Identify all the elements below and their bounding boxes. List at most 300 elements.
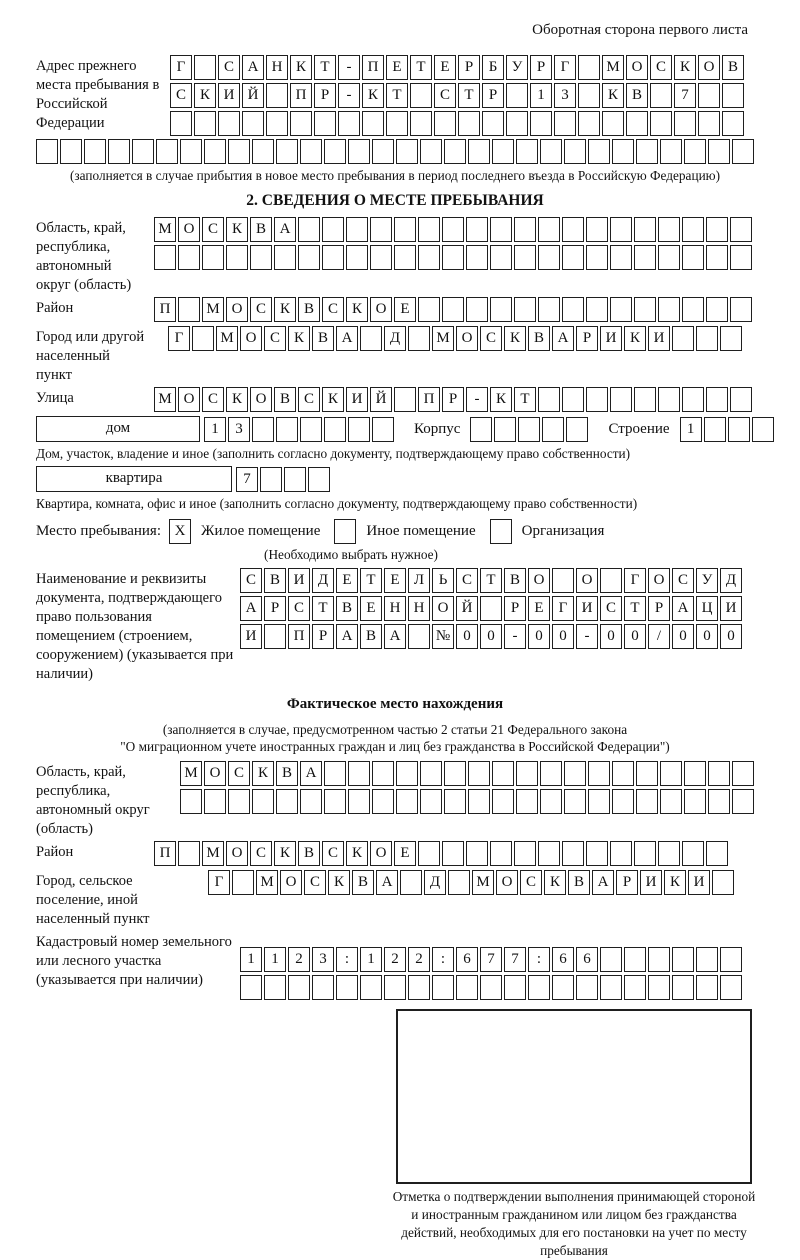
char-cell[interactable] [372, 417, 394, 442]
char-cell[interactable] [468, 789, 490, 814]
char-cell[interactable]: Р [616, 870, 638, 895]
char-cell[interactable]: О [250, 387, 272, 412]
char-cell[interactable] [408, 326, 430, 351]
char-cell[interactable]: С [228, 761, 250, 786]
char-cell[interactable]: К [328, 870, 350, 895]
char-cell[interactable] [610, 387, 632, 412]
char-cell[interactable]: С [672, 568, 694, 593]
char-cell[interactable]: Е [394, 841, 416, 866]
char-cell[interactable] [192, 326, 214, 351]
char-cell[interactable]: В [626, 83, 648, 108]
char-cell[interactable] [554, 111, 576, 136]
char-cell[interactable] [490, 519, 512, 544]
char-cell[interactable]: П [154, 297, 176, 322]
char-cell[interactable]: О [178, 217, 200, 242]
char-cell[interactable]: В [312, 326, 334, 351]
char-cell[interactable] [660, 139, 682, 164]
char-cell[interactable] [504, 975, 526, 1000]
char-cell[interactable]: Й [242, 83, 264, 108]
char-cell[interactable] [348, 789, 370, 814]
char-cell[interactable]: М [180, 761, 202, 786]
char-cell[interactable]: К [274, 297, 296, 322]
char-cell[interactable] [466, 217, 488, 242]
char-cell[interactable] [370, 245, 392, 270]
char-cell[interactable] [552, 975, 574, 1000]
char-cell[interactable] [658, 245, 680, 270]
char-cell[interactable] [418, 297, 440, 322]
char-cell[interactable]: В [722, 55, 744, 80]
char-cell[interactable] [442, 297, 464, 322]
char-cell[interactable] [636, 789, 658, 814]
char-cell[interactable] [482, 111, 504, 136]
char-cell[interactable] [324, 139, 346, 164]
char-cell[interactable] [586, 297, 608, 322]
char-cell[interactable]: 0 [624, 624, 646, 649]
char-cell[interactable]: 0 [528, 624, 550, 649]
apartment-type-box[interactable]: квартира [36, 466, 232, 492]
char-cell[interactable]: 1 [530, 83, 552, 108]
char-cell[interactable]: М [216, 326, 238, 351]
char-cell[interactable]: - [576, 624, 598, 649]
char-cell[interactable] [372, 789, 394, 814]
char-cell[interactable] [610, 217, 632, 242]
char-cell[interactable]: Т [386, 83, 408, 108]
char-cell[interactable]: П [290, 83, 312, 108]
char-cell[interactable] [178, 297, 200, 322]
char-cell[interactable] [552, 568, 574, 593]
char-cell[interactable]: Р [530, 55, 552, 80]
char-cell[interactable] [698, 83, 720, 108]
char-cell[interactable] [300, 789, 322, 814]
char-cell[interactable] [492, 139, 514, 164]
char-cell[interactable]: С [650, 55, 672, 80]
char-cell[interactable]: О [204, 761, 226, 786]
char-cell[interactable] [178, 841, 200, 866]
char-cell[interactable] [564, 761, 586, 786]
char-cell[interactable]: В [568, 870, 590, 895]
char-cell[interactable] [480, 975, 502, 1000]
char-cell[interactable]: 1 [360, 947, 382, 972]
char-cell[interactable]: 1 [204, 417, 226, 442]
char-cell[interactable] [578, 111, 600, 136]
char-cell[interactable] [180, 139, 202, 164]
char-cell[interactable]: С [170, 83, 192, 108]
char-cell[interactable] [506, 111, 528, 136]
char-cell[interactable] [634, 387, 656, 412]
char-cell[interactable]: 2 [408, 947, 430, 972]
char-cell[interactable]: К [674, 55, 696, 80]
char-cell[interactable] [226, 245, 248, 270]
char-cell[interactable]: И [576, 596, 598, 621]
char-cell[interactable] [448, 870, 470, 895]
char-cell[interactable]: О [432, 596, 454, 621]
char-cell[interactable]: С [304, 870, 326, 895]
char-cell[interactable] [264, 975, 286, 1000]
char-cell[interactable]: С [250, 841, 272, 866]
char-cell[interactable] [682, 387, 704, 412]
char-cell[interactable]: В [360, 624, 382, 649]
char-cell[interactable] [284, 467, 306, 492]
char-cell[interactable]: О [496, 870, 518, 895]
char-cell[interactable] [154, 245, 176, 270]
char-cell[interactable] [530, 111, 552, 136]
char-cell[interactable] [586, 841, 608, 866]
char-cell[interactable]: Г [208, 870, 230, 895]
char-cell[interactable]: Т [314, 55, 336, 80]
char-cell[interactable] [178, 245, 200, 270]
char-cell[interactable] [562, 841, 584, 866]
char-cell[interactable]: С [600, 596, 622, 621]
char-cell[interactable]: Р [264, 596, 286, 621]
char-cell[interactable]: 0 [600, 624, 622, 649]
char-cell[interactable]: А [592, 870, 614, 895]
char-cell[interactable]: Е [384, 568, 406, 593]
char-cell[interactable] [418, 217, 440, 242]
char-cell[interactable]: Т [360, 568, 382, 593]
char-cell[interactable] [298, 217, 320, 242]
char-cell[interactable] [564, 139, 586, 164]
char-cell[interactable]: О [698, 55, 720, 80]
char-cell[interactable] [288, 975, 310, 1000]
char-cell[interactable] [260, 467, 282, 492]
char-cell[interactable]: Н [384, 596, 406, 621]
char-cell[interactable] [684, 761, 706, 786]
char-cell[interactable]: Е [394, 297, 416, 322]
char-cell[interactable]: И [720, 596, 742, 621]
char-cell[interactable] [408, 624, 430, 649]
char-cell[interactable] [300, 417, 322, 442]
char-cell[interactable]: 3 [554, 83, 576, 108]
char-cell[interactable] [708, 761, 730, 786]
char-cell[interactable]: М [202, 841, 224, 866]
char-cell[interactable] [660, 789, 682, 814]
char-cell[interactable]: П [362, 55, 384, 80]
char-cell[interactable] [218, 111, 240, 136]
char-cell[interactable]: 0 [720, 624, 742, 649]
char-cell[interactable] [720, 326, 742, 351]
char-cell[interactable]: 7 [480, 947, 502, 972]
char-cell[interactable] [348, 417, 370, 442]
char-cell[interactable]: 6 [552, 947, 574, 972]
char-cell[interactable] [444, 789, 466, 814]
char-cell[interactable] [674, 111, 696, 136]
char-cell[interactable]: 7 [504, 947, 526, 972]
char-cell[interactable]: Р [312, 624, 334, 649]
char-cell[interactable]: И [640, 870, 662, 895]
char-cell[interactable]: В [528, 326, 550, 351]
char-cell[interactable] [650, 83, 672, 108]
char-cell[interactable] [348, 761, 370, 786]
char-cell[interactable]: 0 [480, 624, 502, 649]
char-cell[interactable] [728, 417, 750, 442]
char-cell[interactable] [538, 245, 560, 270]
char-cell[interactable] [492, 761, 514, 786]
char-cell[interactable] [636, 761, 658, 786]
char-cell[interactable] [514, 841, 536, 866]
char-cell[interactable] [170, 111, 192, 136]
char-cell[interactable] [586, 217, 608, 242]
char-cell[interactable]: С [456, 568, 478, 593]
char-cell[interactable]: Н [408, 596, 430, 621]
char-cell[interactable]: К [194, 83, 216, 108]
char-cell[interactable] [562, 245, 584, 270]
char-cell[interactable]: П [288, 624, 310, 649]
char-cell[interactable] [720, 947, 742, 972]
char-cell[interactable]: Г [624, 568, 646, 593]
char-cell[interactable] [266, 111, 288, 136]
char-cell[interactable]: К [346, 841, 368, 866]
char-cell[interactable] [540, 789, 562, 814]
char-cell[interactable] [672, 975, 694, 1000]
char-cell[interactable]: 1 [240, 947, 262, 972]
char-cell[interactable] [658, 297, 680, 322]
char-cell[interactable] [600, 947, 622, 972]
char-cell[interactable]: О [456, 326, 478, 351]
char-cell[interactable]: С [218, 55, 240, 80]
char-cell[interactable] [322, 245, 344, 270]
char-cell[interactable] [314, 111, 336, 136]
char-cell[interactable] [444, 761, 466, 786]
char-cell[interactable] [538, 387, 560, 412]
char-cell[interactable]: С [322, 841, 344, 866]
char-cell[interactable]: С [288, 596, 310, 621]
char-cell[interactable]: : [336, 947, 358, 972]
char-cell[interactable] [396, 789, 418, 814]
char-cell[interactable] [264, 624, 286, 649]
char-cell[interactable] [516, 789, 538, 814]
char-cell[interactable]: К [290, 55, 312, 80]
char-cell[interactable] [468, 139, 490, 164]
char-cell[interactable] [600, 568, 622, 593]
char-cell[interactable] [648, 975, 670, 1000]
char-cell[interactable] [108, 139, 130, 164]
char-cell[interactable] [434, 111, 456, 136]
char-cell[interactable] [706, 387, 728, 412]
char-cell[interactable]: О [178, 387, 200, 412]
char-cell[interactable] [442, 217, 464, 242]
char-cell[interactable]: С [480, 326, 502, 351]
char-cell[interactable]: О [370, 841, 392, 866]
char-cell[interactable]: О [226, 841, 248, 866]
char-cell[interactable]: К [226, 387, 248, 412]
char-cell[interactable]: Т [410, 55, 432, 80]
char-cell[interactable] [732, 761, 754, 786]
char-cell[interactable] [732, 789, 754, 814]
char-cell[interactable]: А [672, 596, 694, 621]
char-cell[interactable] [490, 297, 512, 322]
char-cell[interactable] [180, 789, 202, 814]
char-cell[interactable] [370, 217, 392, 242]
char-cell[interactable] [730, 217, 752, 242]
char-cell[interactable] [682, 217, 704, 242]
char-cell[interactable] [562, 387, 584, 412]
char-cell[interactable] [538, 297, 560, 322]
char-cell[interactable] [308, 467, 330, 492]
char-cell[interactable] [610, 245, 632, 270]
char-cell[interactable] [696, 975, 718, 1000]
char-cell[interactable] [682, 245, 704, 270]
char-cell[interactable]: С [202, 387, 224, 412]
char-cell[interactable] [242, 111, 264, 136]
char-cell[interactable] [542, 417, 564, 442]
char-cell[interactable] [420, 761, 442, 786]
char-cell[interactable]: С [520, 870, 542, 895]
char-cell[interactable] [372, 139, 394, 164]
char-cell[interactable] [706, 217, 728, 242]
char-cell[interactable]: В [250, 217, 272, 242]
char-cell[interactable] [538, 217, 560, 242]
char-cell[interactable] [730, 297, 752, 322]
char-cell[interactable]: М [202, 297, 224, 322]
char-cell[interactable] [672, 947, 694, 972]
char-cell[interactable] [684, 139, 706, 164]
char-cell[interactable] [624, 947, 646, 972]
char-cell[interactable] [672, 326, 694, 351]
char-cell[interactable] [732, 139, 754, 164]
char-cell[interactable] [634, 245, 656, 270]
char-cell[interactable]: X [169, 519, 191, 544]
char-cell[interactable]: 2 [384, 947, 406, 972]
char-cell[interactable] [588, 761, 610, 786]
char-cell[interactable]: М [256, 870, 278, 895]
char-cell[interactable] [346, 245, 368, 270]
char-cell[interactable] [360, 975, 382, 1000]
char-cell[interactable]: Р [576, 326, 598, 351]
char-cell[interactable] [420, 139, 442, 164]
char-cell[interactable]: А [336, 624, 358, 649]
char-cell[interactable]: 0 [696, 624, 718, 649]
char-cell[interactable]: К [602, 83, 624, 108]
char-cell[interactable] [612, 761, 634, 786]
char-cell[interactable]: Т [480, 568, 502, 593]
char-cell[interactable] [324, 417, 346, 442]
char-cell[interactable]: С [240, 568, 262, 593]
char-cell[interactable]: И [240, 624, 262, 649]
char-cell[interactable]: В [336, 596, 358, 621]
char-cell[interactable] [252, 789, 274, 814]
char-cell[interactable]: Р [482, 83, 504, 108]
char-cell[interactable]: К [624, 326, 646, 351]
char-cell[interactable] [444, 139, 466, 164]
char-cell[interactable] [518, 417, 540, 442]
char-cell[interactable]: П [418, 387, 440, 412]
char-cell[interactable] [384, 975, 406, 1000]
char-cell[interactable]: И [288, 568, 310, 593]
char-cell[interactable] [490, 217, 512, 242]
char-cell[interactable]: 2 [288, 947, 310, 972]
char-cell[interactable] [394, 245, 416, 270]
char-cell[interactable]: В [264, 568, 286, 593]
char-cell[interactable]: У [506, 55, 528, 80]
char-cell[interactable] [494, 417, 516, 442]
char-cell[interactable]: О [528, 568, 550, 593]
house-type-box[interactable]: дом [36, 416, 200, 442]
char-cell[interactable] [252, 417, 274, 442]
char-cell[interactable]: - [338, 83, 360, 108]
char-cell[interactable] [458, 111, 480, 136]
char-cell[interactable] [650, 111, 672, 136]
char-cell[interactable]: Н [266, 55, 288, 80]
char-cell[interactable]: К [544, 870, 566, 895]
char-cell[interactable]: И [346, 387, 368, 412]
char-cell[interactable] [466, 297, 488, 322]
char-cell[interactable]: О [226, 297, 248, 322]
char-cell[interactable]: Р [458, 55, 480, 80]
char-cell[interactable]: С [434, 83, 456, 108]
char-cell[interactable]: 0 [552, 624, 574, 649]
char-cell[interactable]: М [472, 870, 494, 895]
char-cell[interactable]: А [274, 217, 296, 242]
char-cell[interactable] [480, 596, 502, 621]
char-cell[interactable]: 6 [456, 947, 478, 972]
char-cell[interactable] [706, 245, 728, 270]
char-cell[interactable] [696, 326, 718, 351]
char-cell[interactable] [396, 761, 418, 786]
char-cell[interactable] [240, 975, 262, 1000]
char-cell[interactable] [578, 55, 600, 80]
char-cell[interactable]: В [298, 841, 320, 866]
char-cell[interactable]: Д [424, 870, 446, 895]
char-cell[interactable] [658, 387, 680, 412]
char-cell[interactable]: Б [482, 55, 504, 80]
char-cell[interactable]: М [154, 217, 176, 242]
char-cell[interactable] [706, 297, 728, 322]
char-cell[interactable] [730, 245, 752, 270]
char-cell[interactable] [84, 139, 106, 164]
char-cell[interactable]: Е [386, 55, 408, 80]
char-cell[interactable] [634, 841, 656, 866]
char-cell[interactable] [706, 841, 728, 866]
char-cell[interactable] [566, 417, 588, 442]
char-cell[interactable]: О [648, 568, 670, 593]
char-cell[interactable] [506, 83, 528, 108]
char-cell[interactable]: К [274, 841, 296, 866]
char-cell[interactable] [752, 417, 774, 442]
char-cell[interactable] [466, 841, 488, 866]
char-cell[interactable] [682, 297, 704, 322]
char-cell[interactable] [514, 245, 536, 270]
char-cell[interactable]: Р [648, 596, 670, 621]
char-cell[interactable] [400, 870, 422, 895]
char-cell[interactable]: : [528, 947, 550, 972]
char-cell[interactable]: Д [384, 326, 406, 351]
char-cell[interactable] [338, 111, 360, 136]
char-cell[interactable] [312, 975, 334, 1000]
char-cell[interactable] [708, 139, 730, 164]
char-cell[interactable]: Е [528, 596, 550, 621]
char-cell[interactable]: Г [552, 596, 574, 621]
char-cell[interactable]: У [696, 568, 718, 593]
char-cell[interactable]: 3 [228, 417, 250, 442]
char-cell[interactable]: Г [554, 55, 576, 80]
char-cell[interactable] [410, 83, 432, 108]
char-cell[interactable] [194, 55, 216, 80]
char-cell[interactable]: А [300, 761, 322, 786]
char-cell[interactable]: К [346, 297, 368, 322]
char-cell[interactable] [722, 83, 744, 108]
char-cell[interactable] [274, 245, 296, 270]
char-cell[interactable] [578, 83, 600, 108]
char-cell[interactable]: К [490, 387, 512, 412]
char-cell[interactable] [576, 975, 598, 1000]
char-cell[interactable]: Е [336, 568, 358, 593]
char-cell[interactable]: О [240, 326, 262, 351]
char-cell[interactable] [250, 245, 272, 270]
char-cell[interactable] [634, 217, 656, 242]
char-cell[interactable] [538, 841, 560, 866]
char-cell[interactable] [698, 111, 720, 136]
char-cell[interactable]: Г [168, 326, 190, 351]
